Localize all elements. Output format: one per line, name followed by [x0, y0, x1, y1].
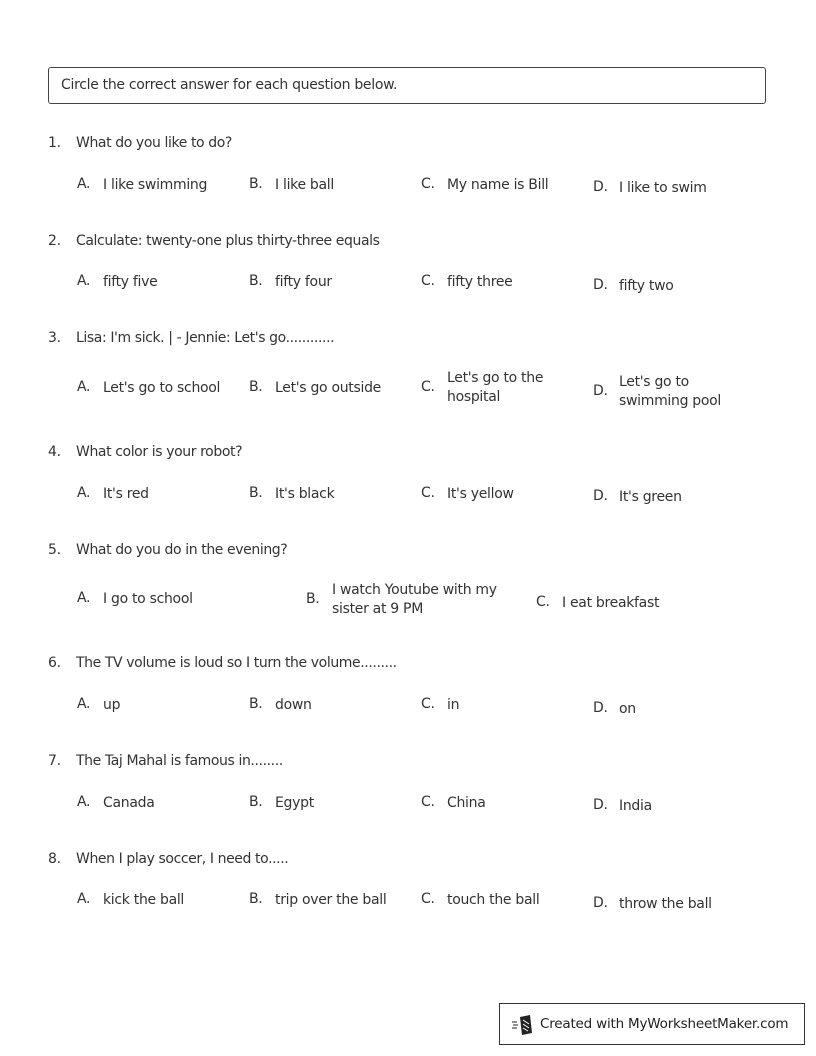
option-letter: B. — [249, 485, 263, 501]
option-text: I like swimming — [103, 177, 208, 193]
question-number: 1. — [48, 135, 61, 151]
option-letter: D. — [593, 383, 608, 399]
option-text: Let's go outside — [275, 380, 381, 396]
option-letter: C. — [421, 176, 435, 192]
option-text: It's green — [619, 489, 682, 505]
option-letter: A. — [77, 379, 91, 395]
option-text: I eat breakfast — [562, 595, 660, 611]
option-letter: B. — [249, 696, 263, 712]
question-text: What do you like to do? — [76, 135, 232, 151]
question-text: When I play soccer, I need to..... — [76, 851, 289, 867]
option-text: fifty five — [103, 274, 158, 290]
question-text: What do you do in the evening? — [76, 542, 288, 558]
option-text: It's yellow — [447, 486, 514, 502]
question-text: Calculate: twenty-one plus thirty-three equals — [76, 233, 380, 249]
option-text: Canada — [103, 795, 155, 811]
question-number: 2. — [48, 233, 61, 249]
worksheet-logo-icon — [512, 1015, 534, 1035]
option-letter: D. — [593, 179, 608, 195]
question-number: 8. — [48, 851, 61, 867]
question-text: What color is your robot? — [76, 444, 243, 460]
credit-text: Created with MyWorksheetMaker.com — [540, 1016, 789, 1032]
option-text: Let's go to school — [103, 380, 221, 396]
option-letter: B. — [249, 273, 263, 289]
instructions-text: Circle the correct answer for each question below. — [61, 77, 398, 93]
option-letter: B. — [249, 176, 263, 192]
question-number: 7. — [48, 753, 61, 769]
option-text: up — [103, 697, 121, 713]
option-text: on — [619, 701, 636, 717]
question-text: The Taj Mahal is famous in........ — [76, 753, 283, 769]
option-letter: C. — [421, 696, 435, 712]
option-letter: C. — [421, 891, 435, 907]
option-letter: B. — [249, 379, 263, 395]
option-letter: A. — [77, 696, 91, 712]
option-text: fifty two — [619, 278, 674, 294]
question-text: Lisa: I'm sick. | - Jennie: Let's go............ — [76, 330, 335, 346]
option-text: trip over the ball — [275, 892, 387, 908]
option-letter: D. — [593, 488, 608, 504]
option-text: Let's go to swimming pool — [619, 374, 722, 409]
credit-badge[interactable] — [499, 1003, 805, 1045]
option-letter: B. — [249, 891, 263, 907]
option-letter: D. — [593, 277, 608, 293]
option-letter: C. — [421, 379, 435, 395]
option-letter: A. — [77, 794, 91, 810]
question-number: 4. — [48, 444, 61, 460]
option-text: down — [275, 697, 312, 713]
option-letter: C. — [421, 485, 435, 501]
option-letter: B. — [249, 794, 263, 810]
option-letter: B. — [306, 591, 320, 607]
option-letter: D. — [593, 700, 608, 716]
option-letter: A. — [77, 485, 91, 501]
question-number: 3. — [48, 330, 61, 346]
option-letter: A. — [77, 176, 91, 192]
option-text: touch the ball — [447, 892, 540, 908]
option-text: China — [447, 795, 486, 811]
option-text: I go to school — [103, 591, 193, 607]
instructions-box — [48, 67, 766, 104]
option-text: It's black — [275, 486, 335, 502]
option-text: Let's go to the hospital — [447, 370, 544, 405]
question-text: The TV volume is loud so I turn the volume......... — [76, 655, 397, 671]
option-text: I watch Youtube with my sister at 9 PM — [332, 582, 497, 617]
option-text: throw the ball — [619, 896, 712, 912]
option-text: in — [447, 697, 460, 713]
option-letter: D. — [593, 895, 608, 911]
option-text: Egypt — [275, 795, 314, 811]
option-text: I like to swim — [619, 180, 707, 196]
question-number: 6. — [48, 655, 61, 671]
option-letter: A. — [77, 273, 91, 289]
option-text: fifty four — [275, 274, 332, 290]
option-text: My name is Bill — [447, 177, 549, 193]
option-letter: A. — [77, 891, 91, 907]
option-text: kick the ball — [103, 892, 185, 908]
question-number: 5. — [48, 542, 61, 558]
option-letter: D. — [593, 797, 608, 813]
option-letter: A. — [77, 590, 91, 606]
option-text: I like ball — [275, 177, 334, 193]
option-letter: C. — [536, 594, 550, 610]
option-text: India — [619, 798, 652, 814]
option-letter: C. — [421, 794, 435, 810]
option-text: fifty three — [447, 274, 513, 290]
option-letter: C. — [421, 273, 435, 289]
option-text: It's red — [103, 486, 149, 502]
